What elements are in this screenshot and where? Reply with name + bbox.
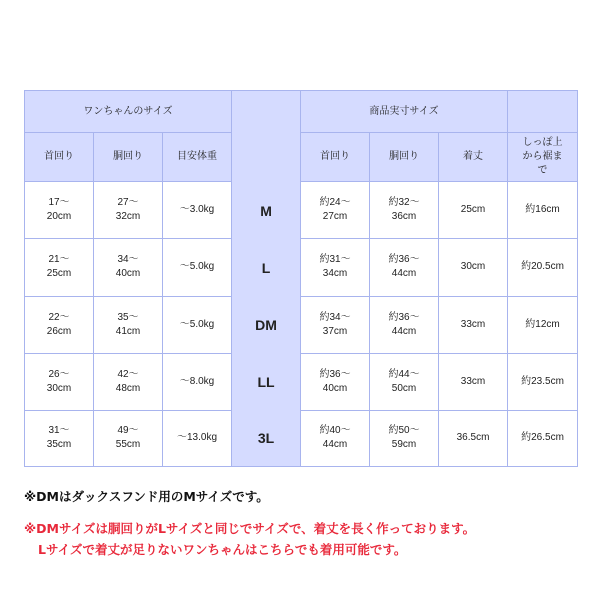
cell-prod-tail: 約26.5cm [508, 410, 578, 466]
size-label: DM [255, 316, 277, 333]
header-blank-cell [508, 91, 578, 133]
cell-prod-chest: 約36〜 44cm [370, 296, 439, 353]
cell-prod-neck: 約36〜 40cm [301, 353, 370, 410]
dog-size-group-header: ワンちゃんのサイズ [25, 91, 232, 133]
cell-prod-length: 25cm [439, 182, 508, 239]
size-label: M [260, 202, 272, 219]
cell-prod-tail: 約16cm [508, 182, 578, 239]
cell-prod-chest: 約36〜 44cm [370, 239, 439, 296]
cell-prod-tail: 約23.5cm [508, 353, 578, 410]
cell-dog-weight: 〜3.0kg [163, 182, 232, 239]
cell-prod-neck: 約31〜 34cm [301, 239, 370, 296]
dm-definition-note: ※DMはダックスフンド用のMサイズです。 [24, 489, 269, 504]
cell-dog-neck: 31〜 35cm [25, 410, 94, 466]
table-row [25, 296, 578, 353]
cell-prod-length: 36.5cm [439, 410, 508, 466]
cell-dog-weight: 〜5.0kg [163, 296, 232, 353]
col-header-prod-tail: しっぽ上から裾まで [508, 133, 578, 182]
col-header-dog-chest: 胴回り [94, 133, 163, 182]
cell-prod-length: 30cm [439, 239, 508, 296]
table-row [25, 239, 578, 296]
table-row [25, 182, 578, 239]
cell-dog-weight: 〜8.0kg [163, 353, 232, 410]
col-header-dog-weight: 目安体重 [163, 133, 232, 182]
cell-prod-chest: 約44〜 50cm [370, 353, 439, 410]
size-label: 3L [257, 430, 275, 446]
col-header-dog-neck: 首回り [25, 133, 94, 182]
col-header-prod-chest: 胴回り [370, 133, 439, 182]
cell-dog-chest: 49〜 55cm [94, 410, 163, 466]
cell-dog-neck: 21〜 25cm [25, 239, 94, 296]
size-label: LL [257, 373, 275, 390]
cell-dog-weight: 〜5.0kg [163, 239, 232, 296]
cell-prod-chest: 約50〜 59cm [370, 410, 439, 466]
cell-prod-neck: 約34〜 37cm [301, 296, 370, 353]
size-label: L [261, 259, 271, 276]
cell-prod-neck: 約40〜 44cm [301, 410, 370, 466]
cell-dog-weight: 〜13.0kg [163, 410, 232, 466]
cell-prod-length: 33cm [439, 296, 508, 353]
cell-prod-neck: 約24〜 27cm [301, 182, 370, 239]
cell-dog-neck: 17〜 20cm [25, 182, 94, 239]
cell-dog-chest: 42〜 48cm [94, 353, 163, 410]
cell-prod-tail: 約12cm [508, 296, 578, 353]
dm-length-note-continued: Lサイズで着丈が足りないワンちゃんはこちらでも着用可能です。 [38, 542, 407, 557]
column-header-row [25, 133, 578, 182]
size-chart-table [24, 90, 578, 467]
dm-length-note: ※DMサイズは胴回りがLサイズと同じでサイズで、着丈を長く作っております。 [24, 521, 476, 536]
group-header-row [25, 91, 578, 133]
cell-dog-chest: 27〜 32cm [94, 182, 163, 239]
cell-dog-chest: 34〜 40cm [94, 239, 163, 296]
cell-dog-chest: 35〜 41cm [94, 296, 163, 353]
cell-dog-neck: 22〜 26cm [25, 296, 94, 353]
col-header-prod-neck: 首回り [301, 133, 370, 182]
cell-dog-neck: 26〜 30cm [25, 353, 94, 410]
cell-prod-length: 33cm [439, 353, 508, 410]
cell-prod-tail: 約20.5cm [508, 239, 578, 296]
col-header-prod-length: 着丈 [439, 133, 508, 182]
table-row [25, 353, 578, 410]
cell-prod-chest: 約32〜 36cm [370, 182, 439, 239]
product-size-group-header: 商品実寸サイズ [301, 91, 508, 133]
table-row [25, 410, 578, 466]
size-column [232, 91, 301, 467]
